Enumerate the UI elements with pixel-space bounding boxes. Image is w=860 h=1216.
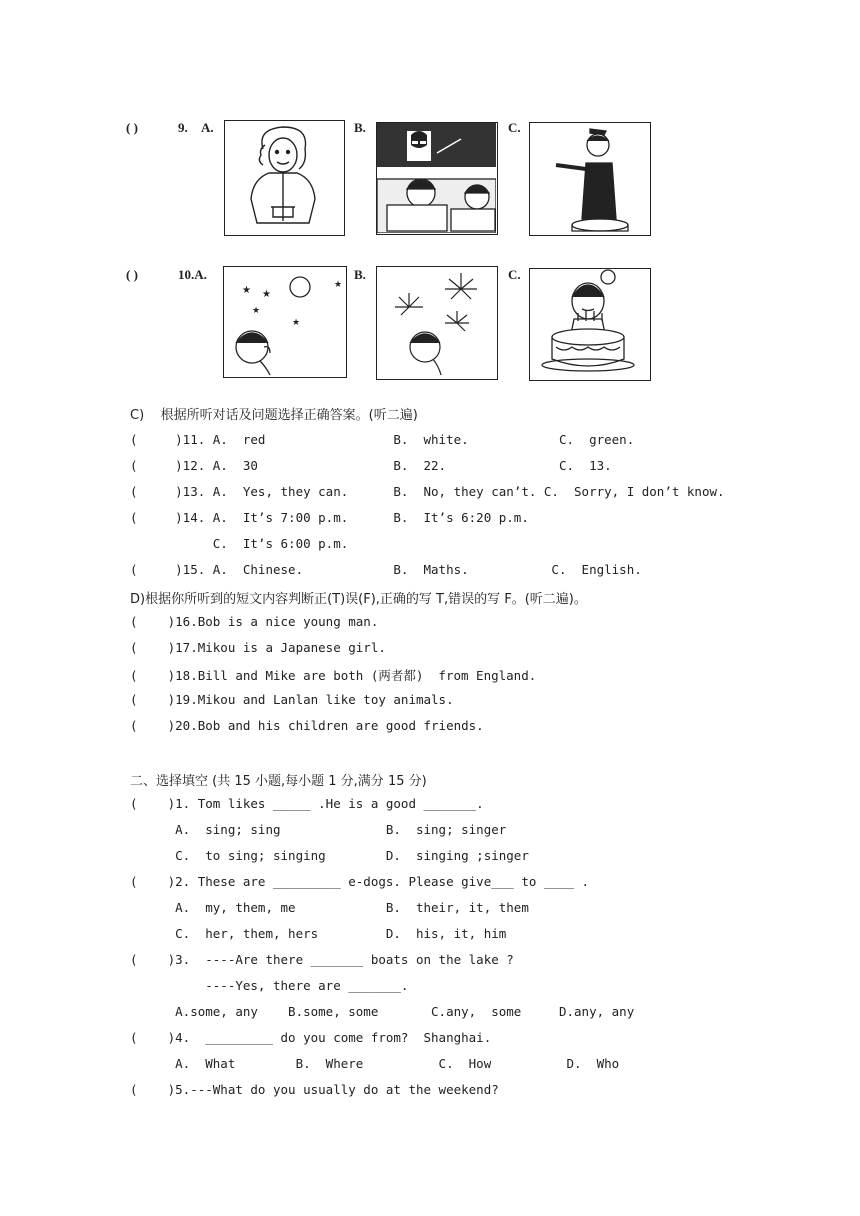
mc-question-3: ( )3. ----Are there _______ boats on the lake ? bbox=[130, 952, 514, 967]
q10-picture-a[interactable] bbox=[223, 266, 347, 378]
mc-question-5: ( )5.---What do you usually do at the weekend? bbox=[130, 1082, 499, 1097]
q10-option-b-label: B. bbox=[354, 267, 366, 282]
question-12: ( )12. A. 30 B. 22. C. 13. bbox=[130, 458, 612, 473]
mc-question-1-options-cd: C. to sing; singing D. singing ;singer bbox=[130, 848, 529, 863]
mc-question-4-options: A. What B. Where C. How D. Who bbox=[130, 1056, 620, 1071]
q9-option-a-label: A. bbox=[201, 120, 214, 135]
guide-illustration bbox=[530, 123, 649, 234]
mc-question-3-answer-line: ----Yes, there are _______. bbox=[130, 978, 409, 993]
question-15: ( )15. A. Chinese. B. Maths. C. English. bbox=[130, 562, 642, 577]
birthday-cake-illustration bbox=[530, 269, 649, 379]
question-19: ( )19.Mikou and Lanlan like toy animals. bbox=[130, 692, 454, 707]
q9-picture-b[interactable] bbox=[376, 122, 498, 235]
q9-picture-a[interactable] bbox=[224, 120, 345, 236]
section-d-title: D)根据你所听到的短文内容判断正(T)误(F),正确的写 T,错误的写 F。(听二遍)。 bbox=[130, 592, 587, 607]
question-13: ( )13. A. Yes, they can. B. No, they can’t. C. Sorry, I don’t know. bbox=[130, 484, 725, 499]
mc-question-2: ( )2. These are _________ e-dogs. Please give___ to ____ . bbox=[130, 874, 590, 889]
q10-paren[interactable]: ( ) bbox=[126, 267, 138, 282]
q10-picture-c[interactable] bbox=[529, 268, 651, 381]
woman-illustration bbox=[225, 121, 343, 234]
q9-paren[interactable]: ( ) bbox=[126, 120, 138, 135]
svg-text:★: ★ bbox=[292, 318, 301, 328]
q9-option-b-label: B. bbox=[354, 120, 366, 135]
svg-text:★: ★ bbox=[334, 280, 343, 290]
mc-question-2-options-cd: C. her, them, hers D. his, it, him bbox=[130, 926, 507, 941]
mc-question-2-options-ab: A. my, them, me B. their, it, them bbox=[130, 900, 529, 915]
question-20: ( )20.Bob and his children are good friends. bbox=[130, 718, 484, 733]
svg-text:★: ★ bbox=[262, 289, 271, 300]
mc-question-3-options: A.some, any B.some, some C.any, some D.any, any bbox=[130, 1004, 635, 1019]
svg-text:★: ★ bbox=[242, 285, 251, 296]
stars-moon-illustration bbox=[224, 267, 345, 376]
svg-text:★: ★ bbox=[252, 306, 261, 316]
mc-question-1: ( )1. Tom likes _____ .He is a good _______. bbox=[130, 796, 484, 811]
question-16: ( )16.Bob is a nice young man. bbox=[130, 614, 379, 629]
section-c-title: C) 根据所听对话及问题选择正确答案。(听二遍) bbox=[130, 408, 418, 423]
q9-option-c-label: C. bbox=[508, 120, 521, 135]
mc-question-1-options-ab: A. sing; sing B. sing; singer bbox=[130, 822, 507, 837]
question-11: ( )11. A. red B. white. C. green. bbox=[130, 432, 635, 447]
question-17: ( )17.Mikou is a Japanese girl. bbox=[130, 640, 386, 655]
fireworks-illustration bbox=[377, 267, 496, 378]
q10-option-c-label: C. bbox=[508, 267, 521, 282]
question-14: ( )14. A. It’s 7:00 p.m. B. It’s 6:20 p.m. bbox=[130, 510, 529, 525]
classroom-illustration bbox=[377, 123, 496, 233]
q10-picture-b[interactable] bbox=[376, 266, 498, 380]
q9-picture-c[interactable] bbox=[529, 122, 651, 236]
q9-number: 9. bbox=[178, 120, 188, 135]
question-18: ( )18.Bill and Mike are both (两者都) from England. bbox=[130, 668, 537, 683]
mc-question-4: ( )4. _________ do you come from? Shanghai. bbox=[130, 1030, 492, 1045]
part-2-title: 二、选择填空 (共 15 小题,每小题 1 分,满分 15 分) bbox=[130, 774, 427, 789]
question-14-option-c: C. It’s 6:00 p.m. bbox=[130, 536, 349, 551]
q10-number: 10.A. bbox=[178, 267, 207, 282]
